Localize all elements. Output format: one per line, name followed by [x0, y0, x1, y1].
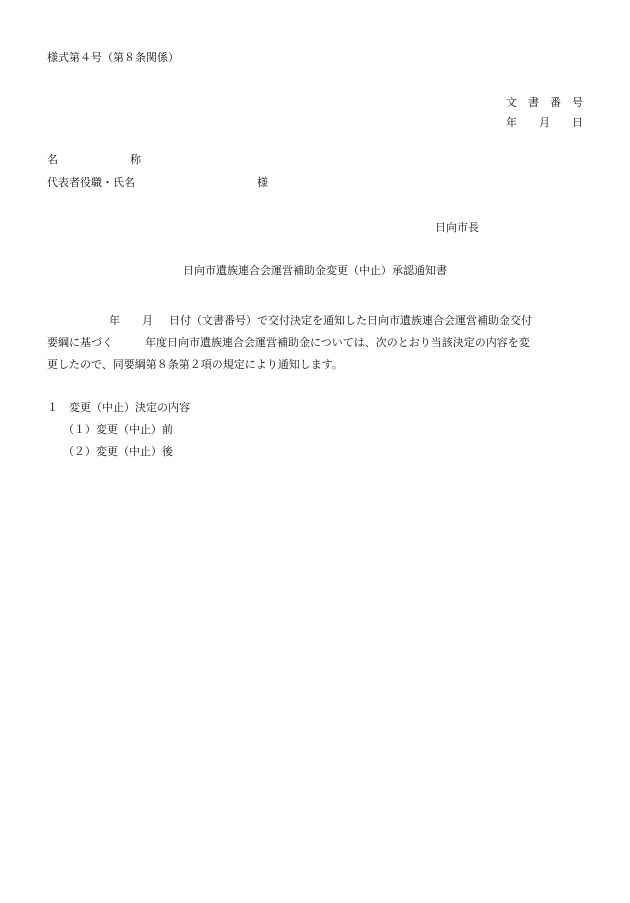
body-paragraph [47, 310, 583, 376]
body-line-1 [47, 310, 583, 332]
body-year-label: 年 [109, 314, 120, 327]
body-line-2-text: 年度日向市遺族連合会運営補助金については、次のとおり当該決定の内容を変 [145, 336, 530, 349]
section-1-heading: １ 変更（中止）決定の内容 [47, 401, 190, 414]
document-title: 日向市遺族連合会運営補助金変更（中止）承認通知書 [183, 264, 447, 277]
body-line-3: 更したので、同要綱第８条第２項の規定により通知します。 [47, 358, 343, 371]
form-number: 様式第４号（第８条関係） [47, 51, 179, 64]
representative-label: 代表者役職・氏名 [47, 176, 135, 189]
section-1-item-after: （２）変更（中止）後 [63, 445, 173, 458]
date-label: 年 月 日 [506, 116, 583, 129]
body-line-2 [47, 332, 583, 354]
name-label-first: 名 [47, 153, 58, 166]
honorific-label: 様 [257, 176, 268, 189]
document-number-label: 文 書 番 号 [506, 96, 583, 109]
document-number-block [506, 97, 583, 137]
recipient-block [47, 154, 347, 200]
sender-name: 日向市長 [435, 221, 479, 234]
body-month-label: 月 [142, 314, 153, 327]
body-line-2-prefix: 要綱に基づく [47, 336, 113, 349]
body-line-1-text: 日付（文書番号）で交付決定を通知した日向市遺族連合会運営補助金交付 [169, 314, 532, 327]
name-label-second: 称 [130, 153, 141, 166]
section-1-item-before: （１）変更（中止）前 [63, 423, 173, 436]
